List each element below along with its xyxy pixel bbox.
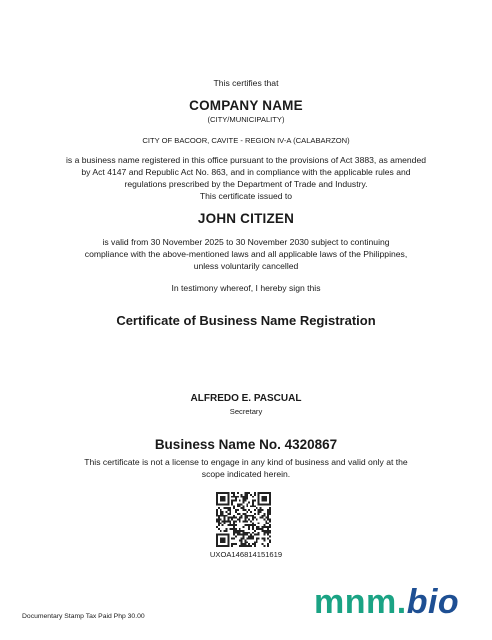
owner-name: JOHN CITIZEN: [197, 211, 295, 226]
testimony-text: In testimony whereof, I hereby sign this: [171, 283, 321, 293]
business-name-number: Business Name No. 4320867: [154, 437, 338, 452]
validity-line-3: unless voluntarily cancelled: [193, 261, 299, 271]
body-line-3: regulations prescribed by the Department of Trade and Industry.: [124, 179, 368, 189]
validity-line-2: compliance with the above-mentioned laws and all applicable laws of the Philippines,: [84, 249, 408, 259]
signatory-name: ALFREDO E. PASCUAL: [190, 393, 302, 404]
disclaimer-line-1: This certificate is not a license to engage in any kind of business and valid only at the: [84, 457, 408, 467]
intro-text: This certifies that: [213, 78, 279, 88]
qr-code-icon: [216, 492, 271, 547]
body-line-1: is a business name registered in this office pursuant to the provisions of Act 3883, as amended: [65, 155, 427, 165]
issued-to-label: This certificate issued to: [199, 191, 293, 201]
watermark-logo: [314, 582, 459, 622]
company-scope: (CITY/MUNICIPALITY): [207, 115, 285, 124]
body-line-2: by Act 4147 and Republic Act No. 863, and in compliance with the applicable rules and: [81, 167, 411, 177]
certificate-title: Certificate of Business Name Registration: [116, 313, 376, 328]
disclaimer-line-2: scope indicated herein.: [201, 469, 291, 479]
stamp-tax-text: Documentary Stamp Tax Paid Php 30.00: [22, 613, 145, 620]
validity-line-1: is valid from 30 November 2025 to 30 November 2030 subject to continuing: [102, 237, 390, 247]
location-text: CITY OF BACOOR, CAVITE - REGION IV-A (CALABARZON): [142, 136, 350, 145]
company-name: COMPANY NAME: [189, 98, 303, 113]
watermark-part2: bio: [406, 583, 460, 621]
signatory-title: Secretary: [229, 407, 263, 416]
watermark-part1: mnm.: [314, 583, 407, 621]
qr-code-id: UXOA146814151619: [209, 550, 283, 559]
